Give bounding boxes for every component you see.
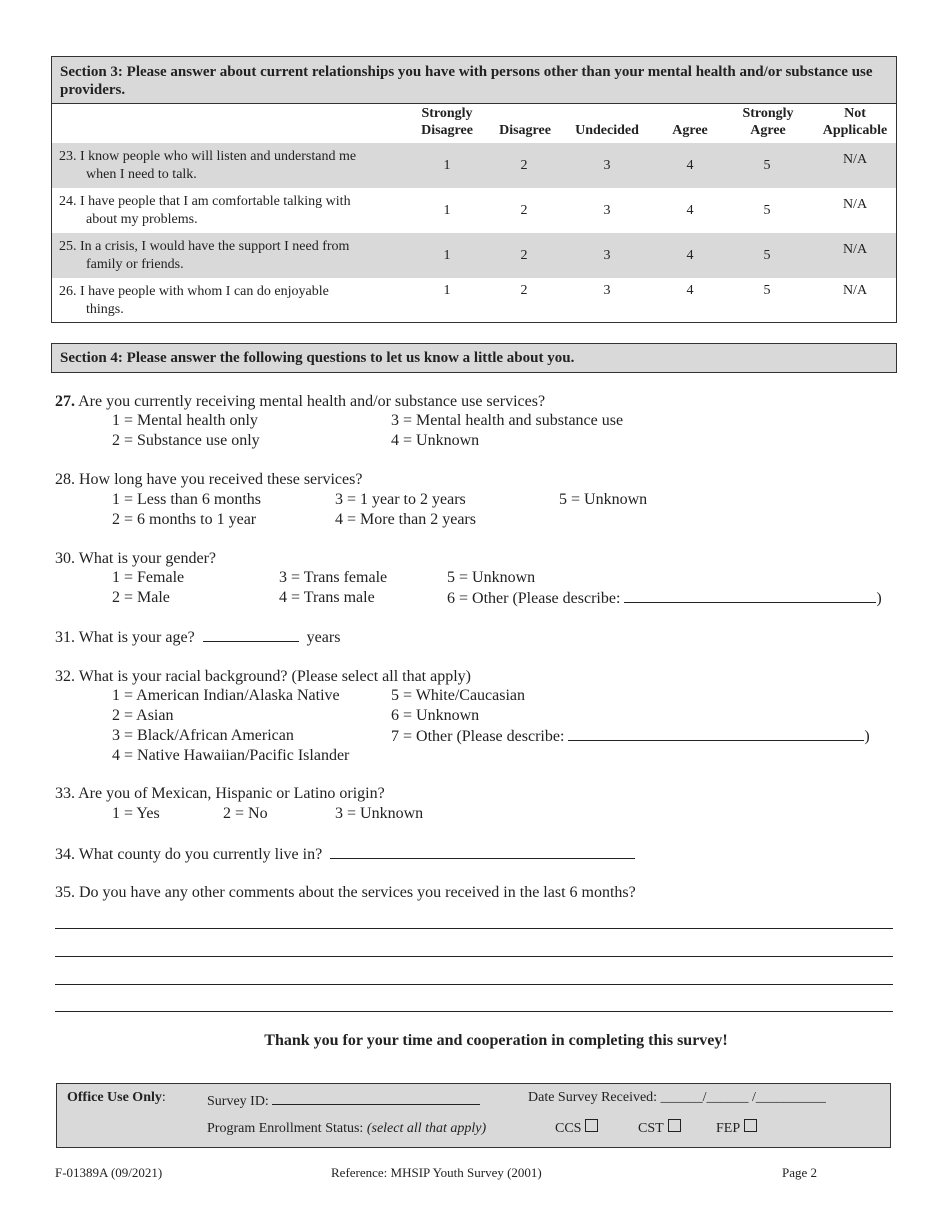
rating-4[interactable]: 4 xyxy=(686,248,694,263)
q30-option-2[interactable]: 2 = Male xyxy=(112,589,170,606)
q30-option-1[interactable]: 1 = Female xyxy=(112,569,185,586)
form-number: F-01389A (09/2021) xyxy=(55,1165,163,1180)
col-strongly-agree: Strongly Agree xyxy=(742,106,794,138)
question-32: 32. What is your racial background? (Please select all that apply) xyxy=(55,668,471,685)
q27-option-4[interactable]: 4 = Unknown xyxy=(391,432,480,449)
rating-3[interactable]: 3 xyxy=(603,248,611,263)
col-disagree: Disagree xyxy=(499,123,551,138)
question-27: 27. Are you currently receiving mental health and/or substance use services? xyxy=(55,393,546,410)
comment-line-1[interactable] xyxy=(55,928,893,929)
question-25: 25. In a crisis, I would have the support I need from family or friends. xyxy=(59,239,350,272)
q30-option-6[interactable]: 6 = Other (Please describe: ) xyxy=(447,590,882,607)
office-use-box xyxy=(56,1083,891,1148)
q30-other-field[interactable] xyxy=(624,588,876,603)
rating-2[interactable]: 2 xyxy=(520,158,528,173)
rating-na[interactable]: N/A xyxy=(842,197,868,212)
date-received-field[interactable]: ______/______ /__________ xyxy=(660,1090,826,1105)
q27-option-1[interactable]: 1 = Mental health only xyxy=(112,412,258,429)
survey-id-field[interactable] xyxy=(272,1090,480,1105)
q27-option-2[interactable]: 2 = Substance use only xyxy=(112,432,260,449)
comment-line-4[interactable] xyxy=(55,1011,893,1012)
q32-option-1[interactable]: 1 = American Indian/Alaska Native xyxy=(112,687,340,704)
rating-1[interactable]: 1 xyxy=(443,283,451,298)
rating-5[interactable]: 5 xyxy=(763,158,771,173)
q32-option-7[interactable]: 7 = Other (Please describe: ) xyxy=(391,728,870,745)
q33-option-2[interactable]: 2 = No xyxy=(223,805,268,822)
checkbox-icon[interactable] xyxy=(585,1119,598,1132)
q32-option-5[interactable]: 5 = White/Caucasian xyxy=(391,687,526,704)
question-30: 30. What is your gender? xyxy=(55,550,216,567)
question-28: 28. How long have you received these services? xyxy=(55,471,363,488)
comment-line-3[interactable] xyxy=(55,984,893,985)
q28-option-4[interactable]: 4 = More than 2 years xyxy=(335,511,476,528)
question-33: 33. Are you of Mexican, Hispanic or Latino origin? xyxy=(55,785,385,802)
rating-na[interactable]: N/A xyxy=(842,283,868,298)
thank-you-message: Thank you for your time and cooperation in completing this survey! xyxy=(264,1032,728,1049)
q32-option-3[interactable]: 3 = Black/African American xyxy=(112,727,294,744)
question-34: 34. What county do you currently live in? xyxy=(55,844,635,865)
q28-option-5[interactable]: 5 = Unknown xyxy=(559,491,648,508)
q32-option-4[interactable]: 4 = Native Hawaiian/Pacific Islander xyxy=(112,747,350,764)
section3-title: Section 3: Please answer about current relationships you have with persons other than your mental health and/or substance use providers. xyxy=(52,57,896,104)
col-strongly-disagree: Strongly Disagree xyxy=(421,106,473,138)
checkbox-icon[interactable] xyxy=(744,1119,757,1132)
page-number: Page 2 xyxy=(782,1165,818,1180)
section4-title: Section 4: Please answer the following questions to let us know a little about you. xyxy=(51,343,897,373)
rating-1[interactable]: 1 xyxy=(443,203,451,218)
table-row-25 xyxy=(52,233,896,278)
section3-column-headers xyxy=(52,104,896,144)
rating-4[interactable]: 4 xyxy=(686,283,694,298)
q33-option-3[interactable]: 3 = Unknown xyxy=(335,805,424,822)
cst-checkbox[interactable]: CST xyxy=(638,1119,681,1137)
rating-2[interactable]: 2 xyxy=(520,283,528,298)
q32-other-field[interactable] xyxy=(568,726,864,741)
question-31: 31. What is your age? years xyxy=(55,629,341,646)
rating-2[interactable]: 2 xyxy=(520,203,528,218)
office-use-label: Office Use Only: xyxy=(67,1090,166,1105)
rating-2[interactable]: 2 xyxy=(520,248,528,263)
question-26: 26. I have people with whom I can do enjoyable things. xyxy=(59,284,329,317)
reference: Reference: MHSIP Youth Survey (2001) xyxy=(331,1165,542,1180)
question-35: 35. Do you have any other comments about the services you received in the last 6 months? xyxy=(55,884,636,901)
rating-3[interactable]: 3 xyxy=(603,158,611,173)
question-24: 24. I have people that I am comfortable talking with about my problems. xyxy=(59,194,351,227)
date-survey-received: Date Survey Received: ______/______ /__________ xyxy=(528,1090,826,1105)
program-enrollment-status: Program Enrollment Status: (select all that apply) xyxy=(207,1121,487,1136)
rating-na[interactable]: N/A xyxy=(842,242,868,257)
rating-1[interactable]: 1 xyxy=(443,158,451,173)
rating-5[interactable]: 5 xyxy=(763,248,771,263)
table-row-23 xyxy=(52,143,896,188)
age-field[interactable] xyxy=(203,627,299,642)
checkbox-icon[interactable] xyxy=(668,1119,681,1132)
rating-5[interactable]: 5 xyxy=(763,203,771,218)
q30-option-3[interactable]: 3 = Trans female xyxy=(279,569,388,586)
q32-option-2[interactable]: 2 = Asian xyxy=(112,707,174,724)
rating-3[interactable]: 3 xyxy=(603,283,611,298)
comment-line-2[interactable] xyxy=(55,956,893,957)
table-row-26 xyxy=(52,278,896,323)
col-undecided: Undecided xyxy=(575,123,639,138)
col-not-applicable: Not Applicable xyxy=(822,106,888,138)
q33-option-1[interactable]: 1 = Yes xyxy=(112,805,160,822)
table-row-24 xyxy=(52,188,896,233)
rating-3[interactable]: 3 xyxy=(603,203,611,218)
q28-option-1[interactable]: 1 = Less than 6 months xyxy=(112,491,262,508)
rating-5[interactable]: 5 xyxy=(763,283,771,298)
survey-id: Survey ID: xyxy=(207,1090,480,1110)
question-23: 23. I know people who will listen and understand me when I need to talk. xyxy=(59,149,357,182)
rating-1[interactable]: 1 xyxy=(443,248,451,263)
county-field[interactable] xyxy=(330,844,635,859)
section3-table xyxy=(51,56,897,323)
q32-option-6[interactable]: 6 = Unknown xyxy=(391,707,480,724)
ccs-checkbox[interactable]: CCS xyxy=(555,1119,598,1137)
rating-4[interactable]: 4 xyxy=(686,203,694,218)
q28-option-2[interactable]: 2 = 6 months to 1 year xyxy=(112,511,257,528)
col-agree: Agree xyxy=(672,123,708,138)
q30-option-5[interactable]: 5 = Unknown xyxy=(447,569,536,586)
rating-na[interactable]: N/A xyxy=(842,152,868,167)
rating-4[interactable]: 4 xyxy=(686,158,694,173)
q30-option-4[interactable]: 4 = Trans male xyxy=(279,589,375,606)
q27-option-3[interactable]: 3 = Mental health and substance use xyxy=(391,412,624,429)
q28-option-3[interactable]: 3 = 1 year to 2 years xyxy=(335,491,466,508)
fep-checkbox[interactable]: FEP xyxy=(716,1119,757,1137)
